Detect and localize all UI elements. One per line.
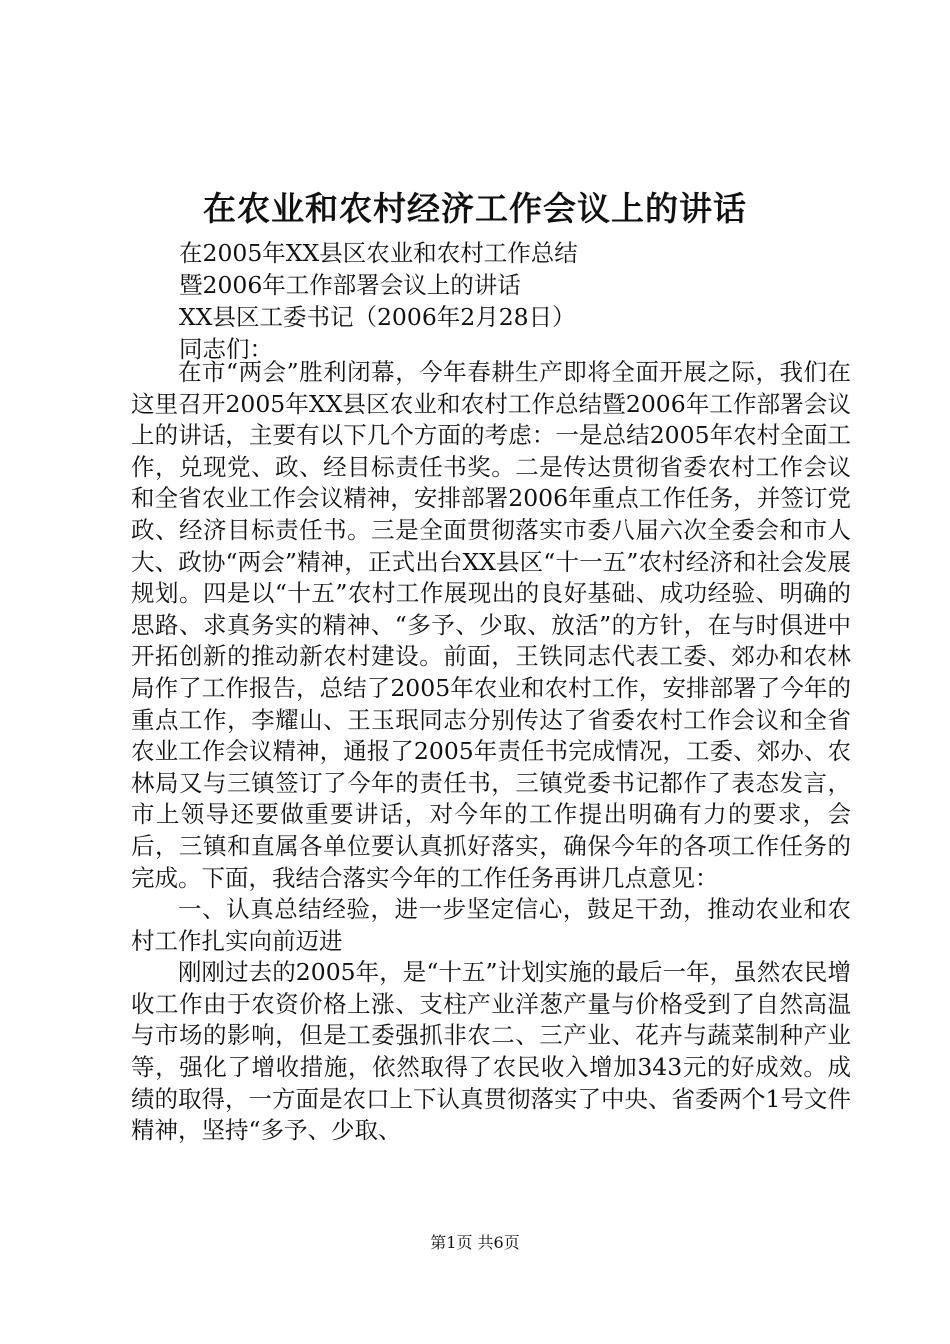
body-paragraph-intro: 在市“两会”胜利闭幕，今年春耕生产即将全面开展之际，我们在这里召开2005年XX县区农业和农村工作总结暨2006年工作部署会议上的讲话，主要有以下几个方面的考虑：一是总结2005年农村全面工作，兑现党、政、经目标责任书奖。二是传达贯彻省委农村工作会议和全省农业工作会议精神，安排部署2006年重点工作任务，并签订党政、经济目标责任书。三是全面贯彻落实市委八届六次全委会和市人大、政协“两会”精神，正式出台XX县区“十一五”农村经济和社会发展规划。四是以“十五”农村工作展现出的良好基础、成功经验、明确的思路、求真务实的精神、“多予、少取、放活”的方针，在与时俱进中开拓创新的推动新农村建设。前面，王铁同志代表工委、郊办和农林局作了工作报告，总结了2005年农业和农村工作，安排部署了今年的重点工作，李耀山、王玉珉同志分别传达了省委农村工作会议和全省农业工作会议精神，通报了2005年责任书完成情况，工委、郊办、农林局又与三镇签订了今年的责任书，三镇党委书记都作了表态发言，市上领导还要做重要讲话，对今年的工作提出明确有力的要求，会后，三镇和直属各单位要认真抓好落实，确保今年的各项工作任务的完成。下面，我结合落实今年的工作任务再讲几点意见： bbox=[131, 358, 851, 892]
body-paragraph-review: 刚刚过去的2005年，是“十五”计划实施的最后一年，虽然农民增收工作由于农资价格上涨、支柱产业洋葱产量与价格受到了自然高温与市场的影响，但是工委强抓非农二、三产业、花卉与蔬菜制种产业等，强化了增收措施，依然取得了农民收入增加343元的好成效。成绩的取得，一方面是农口上下认真贯彻落实了中央、省委两个1号文件精神，坚持“多予、少取、 bbox=[131, 958, 851, 1145]
document-meta bbox=[179, 237, 578, 365]
meta-line-subtitle: 暨2006年工作部署会议上的讲话 bbox=[179, 271, 521, 299]
meta-line-speaker-date: XX县区工委书记（2006年2月28日） bbox=[179, 303, 576, 331]
document-body bbox=[131, 357, 851, 1147]
section-heading-1: 一、认真总结经验，进一步坚定信心，鼓足干劲，推动农业和农村工作扎实向前迈进 bbox=[131, 895, 851, 955]
document-title: 在农业和农村经济工作会议上的讲话 bbox=[203, 189, 747, 228]
meta-line-conference: 在2005年XX县区农业和农村工作总结 bbox=[179, 239, 578, 267]
meta-line-salutation: 同志们： bbox=[179, 335, 273, 363]
page-number-footer: 第1页 共6页 bbox=[430, 1233, 520, 1252]
